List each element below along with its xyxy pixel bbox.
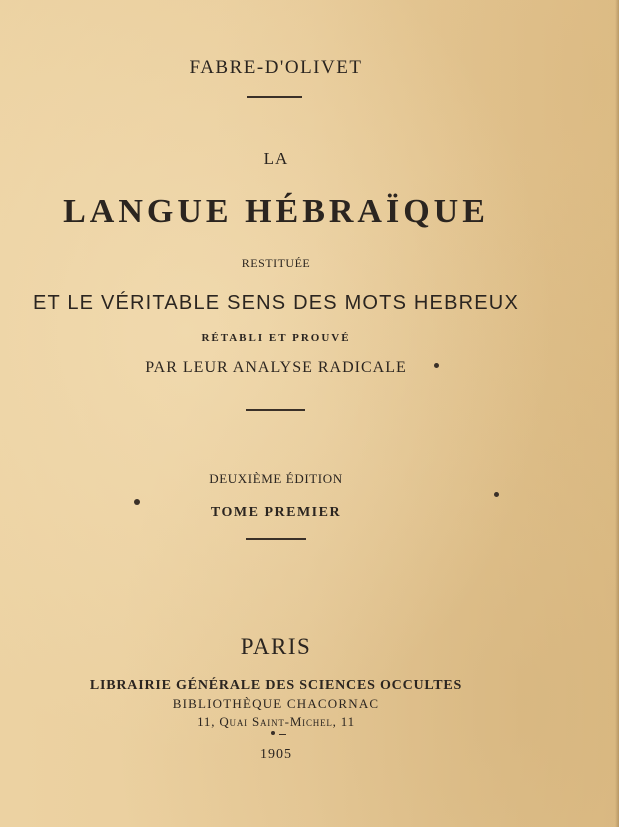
ink-speck [271, 731, 275, 735]
imprint-address: 11, Quai Saint-Michel, 11 [197, 714, 355, 729]
title-article: LA [263, 149, 289, 168]
ink-speck [434, 363, 439, 368]
subtitle: ET LE VÉRITABLE SENS DES MOTS HEBREUX [32, 292, 519, 314]
rule-middle [246, 409, 305, 411]
imprint-city: PARIS [240, 634, 312, 659]
title-restituee: RESTITUÉE [241, 256, 311, 270]
rule-top [247, 96, 302, 98]
rule-lower [246, 538, 306, 540]
subtitle-retabli: RÉTABLI ET PROUVÉ [201, 332, 351, 344]
imprint-year: 1905 [260, 747, 292, 762]
main-title: LANGUE HÉBRAÏQUE [63, 193, 489, 230]
imprint-publisher: LIBRAIRIE GÉNÉRALE DES SCIENCES OCCULTES [89, 678, 463, 693]
volume-label: TOME PREMIER [210, 505, 342, 520]
author-name: FABRE-D'OLIVET [189, 57, 363, 78]
subtitle-analyse: PAR LEUR ANALYSE RADICALE [145, 359, 407, 376]
edition: DEUXIÈME ÉDITION [209, 471, 343, 486]
rule-bottom [279, 734, 286, 735]
page-edge-shadow [615, 0, 619, 827]
ink-speck [494, 492, 499, 497]
imprint-bibliotheque: BIBLIOTHÈQUE CHACORNAC [172, 696, 380, 711]
